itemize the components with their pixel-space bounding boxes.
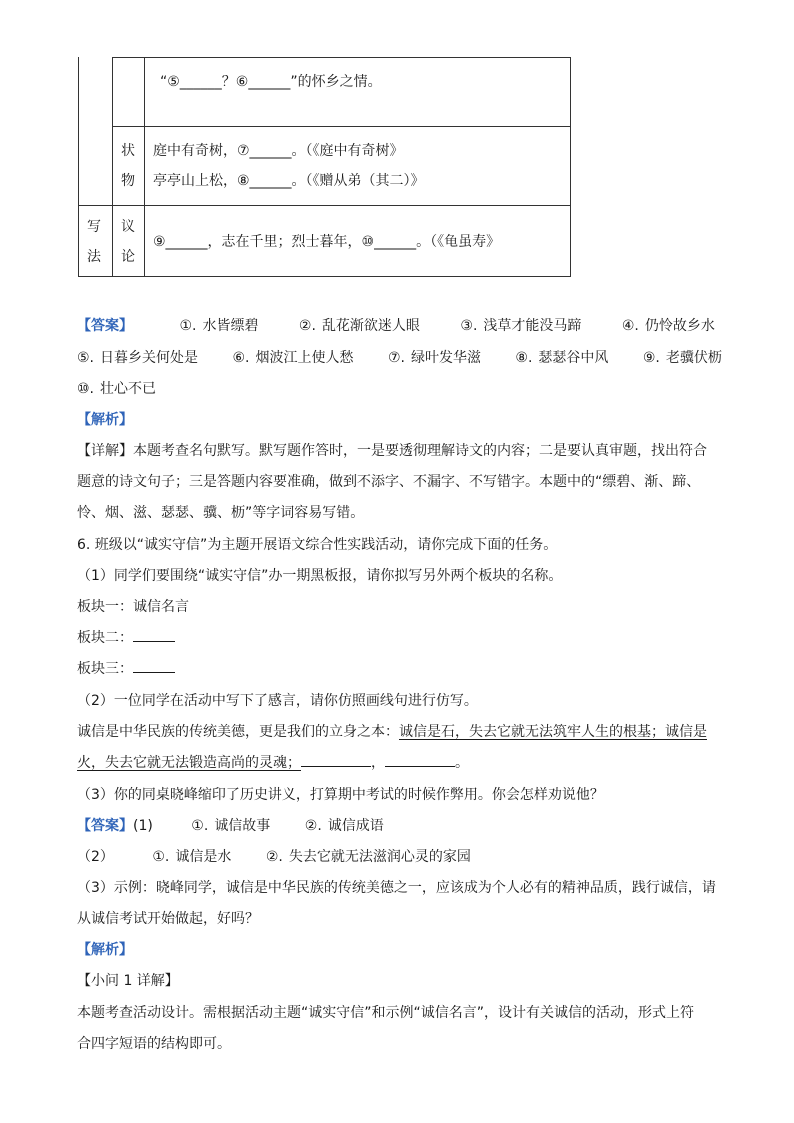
- discuss-label-1: 议: [121, 219, 135, 235]
- block-1: 板块一：诚信名言: [77, 599, 189, 615]
- answer-item: 浅草才能没马蹄: [483, 318, 582, 334]
- analysis-line: 本题考查活动设计。需根据活动主题“诚实守信”和示例“诚信名言”，设计有关诚信的活动，形式上符: [77, 1005, 695, 1021]
- answer-item: 壮心不已: [100, 381, 157, 397]
- table-border-bottom: [78, 276, 571, 277]
- state-label-1: 状: [121, 143, 135, 159]
- table-border-col1: [112, 57, 113, 277]
- analysis-line: 合四字短语的结构即可。: [77, 1036, 231, 1052]
- table-border-row1: [112, 126, 571, 127]
- table-border-right: [570, 57, 571, 277]
- answer2-line3: （3）示例：晓峰同学，诚信是中华民族的传统美德之一，应该成为个人必有的精神品质，践行诚信，请: [77, 880, 716, 896]
- question-6-sub1: （1）同学们要围绕“诚实守信”办一期黑板报，请你拟写另外两个板块的名称。: [77, 568, 563, 584]
- question-6-title: 6. 班级以“诚实守信”为主题开展语文综合性实践活动，请你完成下面的任务。: [77, 537, 558, 553]
- answer-tag: 【答案】: [77, 318, 133, 334]
- answer-item: 老骥伏枥: [665, 350, 722, 366]
- answer-item: 诚信成语: [327, 818, 384, 834]
- underlined-sentence: 火，失去它就无法锻造高尚的灵魂；: [77, 755, 301, 771]
- answer-item: 瑟瑟谷中风: [538, 350, 609, 366]
- answer-item: 乱花渐欲迷人眼: [321, 318, 420, 334]
- answer1-line3: ⑩. 壮心不已: [77, 381, 157, 397]
- discuss-line: ⑨______，志在千里；烈士暮年，⑩______。（《龟虽寿》: [153, 234, 501, 250]
- discuss-label-2: 论: [121, 249, 135, 265]
- answer-item: 诚信故事: [214, 818, 271, 834]
- state-label-2: 物: [121, 173, 135, 189]
- blank-field: [301, 754, 371, 767]
- answer-item: 诚信是水: [175, 849, 232, 865]
- detail-line: 怜、烟、滋、瑟瑟、骥、枥”等字词容易写错。: [77, 505, 365, 521]
- model-sentence-line2: 火，失去它就无法锻造高尚的灵魂； ， 。: [77, 755, 469, 771]
- detail-line: 题意的诗文句子；三是答题内容要准确，做到不添字、不漏字、不写错字。本题中的“缥碧、渐、蹄、: [77, 474, 701, 490]
- analysis-tag: 【解析】: [77, 412, 133, 428]
- answer-item: 烟波江上使人愁: [255, 350, 354, 366]
- table-row1-text: “⑤______？⑥______”的怀乡之情。: [160, 74, 382, 90]
- poetry-table: [78, 57, 571, 277]
- model-sentence-line1: 诚信是中华民族的传统美德，更是我们的立身之本：诚信是石，失去它就无法筑牢人生的根基；诚信是: [77, 724, 707, 740]
- table-border-top: [112, 57, 571, 58]
- subquestion-detail-tag: 【小问 1 详解】: [77, 973, 179, 989]
- answer2-line2: （2） ①. 诚信是水 ②. 失去它就无法滋润心灵的家园: [77, 849, 471, 865]
- answer-item: 绿叶发华滋: [410, 350, 481, 366]
- answer-item: 仍怜故乡水: [644, 318, 715, 334]
- method-label-1: 写: [87, 219, 101, 235]
- question-6-sub3: （3）你的同桌晓峰缩印了历史讲义，打算期中考试的时候作弊用。你会怎样劝说他？: [77, 787, 604, 803]
- block-3: 板块三：: [77, 660, 175, 678]
- blank-field: [133, 660, 175, 673]
- answer2-line1: 【答案】(1) ①. 诚信故事 ②. 诚信成语: [77, 818, 384, 834]
- answer2-line4: 从诚信考试开始做起，好吗？: [77, 911, 259, 927]
- analysis-tag: 【解析】: [77, 942, 133, 958]
- answer-item: 失去它就无法滋润心灵的家园: [288, 849, 471, 865]
- state-line-1: 庭中有奇树，⑦______。（《庭中有奇树》: [153, 143, 404, 159]
- answer1-line1: 【答案】 ①. 水皆缥碧 ②. 乱花渐欲迷人眼 ③. 浅草才能没马蹄 ④. 仍怜故乡水: [77, 318, 715, 334]
- method-label-2: 法: [87, 249, 101, 265]
- blank-field: [133, 629, 175, 642]
- block-2: 板块二：: [77, 629, 175, 647]
- answer1-line2: ⑤. 日暮乡关何处是 ⑥. 烟波江上使人愁 ⑦. 绿叶发华滋 ⑧. 瑟瑟谷中风 ⑨. 老骥伏枥: [77, 350, 722, 366]
- table-border-row2: [78, 205, 571, 206]
- answer-item: 日暮乡关何处是: [100, 350, 199, 366]
- table-border-col2: [144, 57, 145, 277]
- answer-tag: 【答案】: [77, 818, 133, 834]
- detail-line: 【详解】本题考查名句默写。默写题作答时，一是要透彻理解诗文的内容；二是要认真审题，找出符合: [77, 443, 707, 459]
- table-border-left: [78, 57, 79, 277]
- blank-field: [385, 754, 455, 767]
- underlined-sentence: 诚信是石，失去它就无法筑牢人生的根基；诚信是: [399, 724, 707, 740]
- state-line-2: 亭亭山上松，⑧______。（《赠从弟（其二）》: [153, 173, 425, 189]
- answer-item: 水皆缥碧: [202, 318, 259, 334]
- question-6-sub2: （2）一位同学在活动中写下了感言，请你仿照画线句进行仿写。: [77, 693, 478, 709]
